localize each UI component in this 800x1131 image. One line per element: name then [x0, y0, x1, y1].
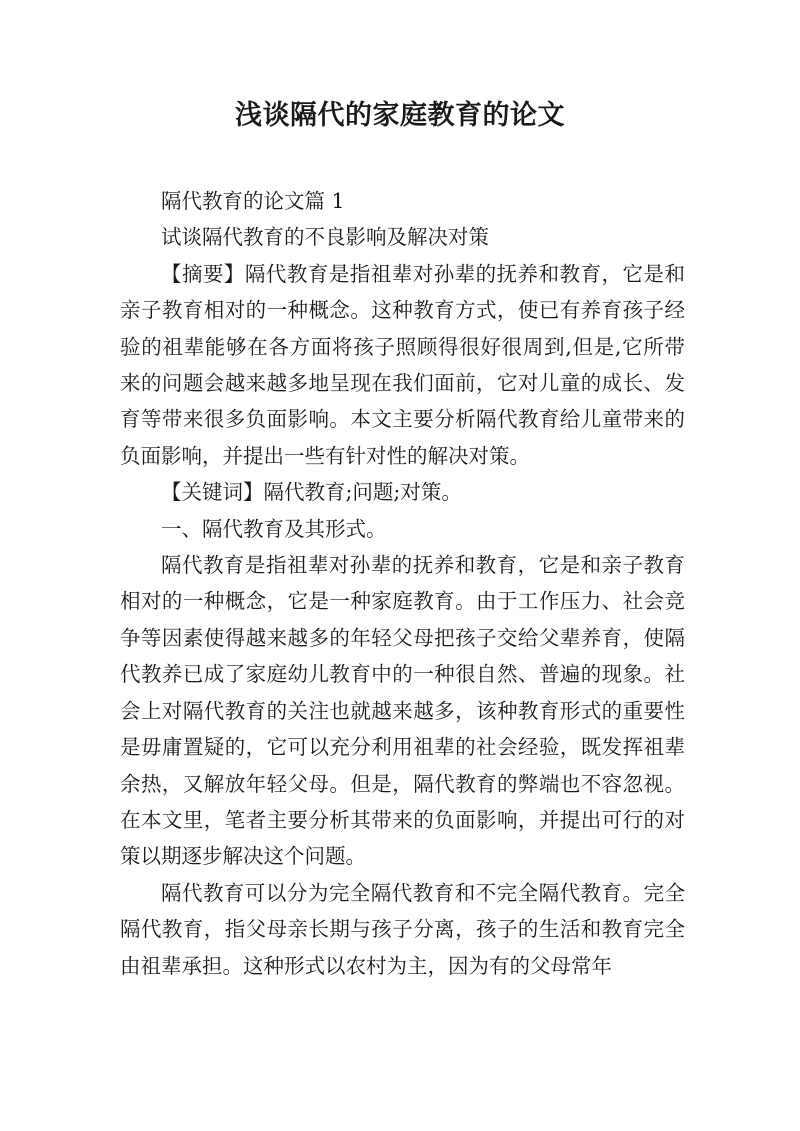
paragraph-body-1: 隔代教育是指祖辈对孙辈的抚养和教育，它是和亲子教育相对的一种概念，它是一种家庭教育。由于工作压力、社会竞争等因素使得越来越多的年轻父母把孩子交给父辈养育，使隔代教养已成了家庭幼儿教育中的一种很自然、普遍的现象。社会上对隔代教育的关注也就越来越多，该种教育形式的重要性是毋庸置疑的，它可以充分利用祖辈的社会经验，既发挥祖辈余热，又解放年轻父母。但是，隔代教育的弊端也不容忽视。在本文里，笔者主要分析其带来的负面影响，并提出可行的对策以期逐步解决这个问题。 — [120, 553, 685, 869]
paragraph-subtitle: 试谈隔代教育的不良影响及解决对策 — [161, 225, 489, 250]
paragraph-keywords: 【关键词】隔代教育;问题;对策。 — [161, 480, 462, 505]
document-title: 浅谈隔代的家庭教育的论文 — [235, 100, 565, 131]
document-body — [120, 183, 685, 984]
paragraph-abstract: 【摘要】隔代教育是指祖辈对孙辈的抚养和教育，它是和亲子教育相对的一种概念。这种教育方式，使已有养育孩子经验的祖辈能够在各方面将孩子照顾得很好很周到,但是,它所带来的问题会越来越多地呈现在我们面前，它对儿童的成长、发育等带来很多负面影响。本文主要分析隔代教育给儿童带来的负面影响，并提出一些有针对性的解决对策。 — [120, 261, 685, 468]
paragraph-heading-1: 一、隔代教育及其形式。 — [161, 516, 387, 541]
paragraph-section-label: 隔代教育的论文篇 1 — [161, 189, 345, 213]
paragraph-body-2: 隔代教育可以分为完全隔代教育和不完全隔代教育。完全隔代教育，指父母亲长期与孩子分离，孩子的生活和教育完全由祖辈承担。这种形式以农村为主，因为有的父母常年 — [120, 880, 685, 978]
